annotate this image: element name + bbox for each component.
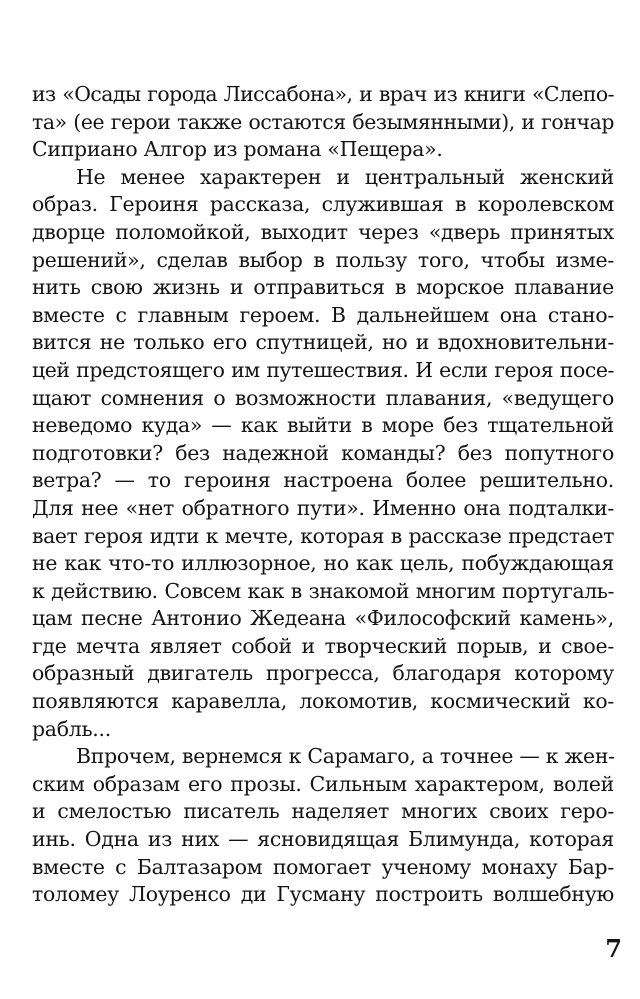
- text-line: к действию. Совсем как в знакомой многим португаль-: [32, 578, 614, 603]
- text-line: цам песне Антонио Жедеана «Философский камень»,: [32, 606, 614, 631]
- text-line: появляются каравелла, локомотив, космический ко-: [32, 689, 614, 714]
- text-line: не как что-то иллюзорное, но как цель, побуждающая: [32, 551, 614, 576]
- text-line: толомеу Лоуренсо ди Гусману построить волшебную: [32, 882, 614, 907]
- body-text: [32, 81, 614, 909]
- text-line: цей предстоящего им путешествия. И если героя посе-: [32, 357, 614, 382]
- text-line: где мечта являет собой и творческий порыв, и свое-: [32, 633, 614, 658]
- text-line: Сиприано Алгор из романа «Пещера».: [32, 137, 443, 162]
- text-line: подготовки? без надежной команды? без попутного: [32, 440, 614, 465]
- text-line: Впрочем, вернемся к Сарамаго, а точнее — к жен-: [76, 744, 615, 769]
- paragraph: [32, 743, 614, 909]
- paragraph: [32, 81, 614, 164]
- text-line: неведомо куда» — как выйти в море без тщательной: [32, 413, 614, 438]
- text-line: дворце поломойкой, выходит через «дверь принятых: [32, 219, 614, 244]
- text-line: нить свою жизнь и отправиться в морское плавание: [32, 275, 614, 300]
- text-line: и смелостью писатель наделяет многих своих геро-: [32, 799, 614, 824]
- text-line: рабль...: [32, 716, 111, 741]
- text-line: Для нее «нет обратного пути». Именно она подталки-: [32, 495, 614, 520]
- text-line: вится не только его спутницей, но и вдохновительни-: [32, 330, 614, 355]
- text-line: та» (ее герои также остаются безымянными), и гончар: [32, 109, 614, 134]
- text-line: вместе с главным героем. В дальнейшем она стано-: [32, 302, 614, 327]
- text-line: вместе с Балтазаром помогает ученому монаху Бар-: [32, 854, 614, 879]
- text-line: ским образам его прозы. Сильным характером, волей: [32, 771, 614, 796]
- text-line: образ. Героиня рассказа, служившая в королевском: [32, 192, 614, 217]
- text-line: образный двигатель прогресса, благодаря которому: [32, 661, 614, 686]
- text-line: решений», сделав выбор в пользу того, чтобы изме-: [32, 247, 614, 272]
- text-line: щают сомнения о возможности плавания, «ведущего: [32, 385, 614, 410]
- text-line: вает героя идти к мечте, которая в рассказе предстает: [32, 523, 614, 548]
- paragraph: [32, 164, 614, 743]
- page-number: 7: [605, 934, 622, 963]
- text-line: из «Осады города Лиссабона», и врач из книги «Слепо-: [32, 82, 614, 106]
- text-line: ветра? — то героиня настроена более решительно.: [32, 468, 614, 493]
- text-line: инь. Одна из них — ясновидящая Блимунда, которая: [32, 827, 614, 852]
- text-line: Не менее характерен и центральный женский: [76, 164, 614, 189]
